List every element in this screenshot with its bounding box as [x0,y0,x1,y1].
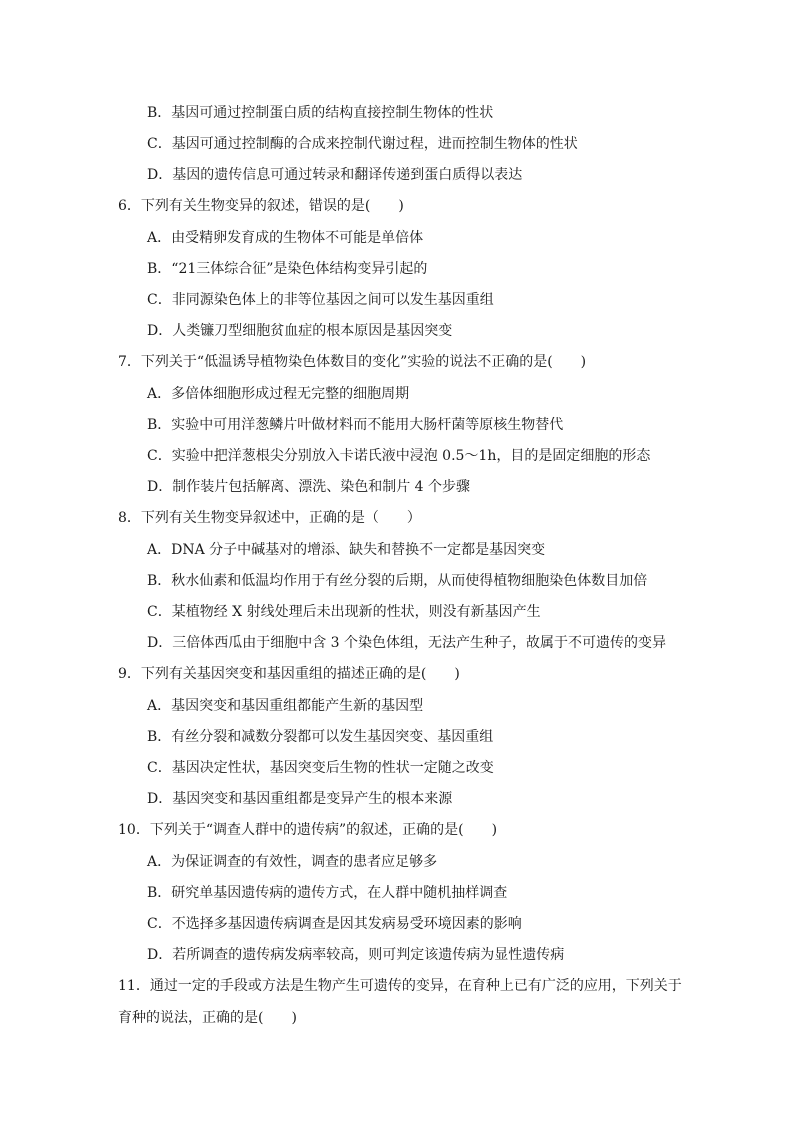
q8-option-d: D．三倍体西瓜由于细胞中含 3 个染色体组，无法产生种子，故属于不可遗传的变异 [147,635,667,651]
q7-option-d: D．制作装片包括解离、漂洗、染色和制片 4 个步骤 [147,479,471,495]
q9-option-c: C．基因决定性状，基因突变后生物的性状一定随之改变 [147,760,494,776]
q7-option-a: A．多倍体细胞形成过程无完整的细胞周期 [147,386,410,402]
q8-option-b: B．秋水仙素和低温均作用于有丝分裂的后期，从而使得植物细胞染色体数目加倍 [147,573,648,589]
q11-stem-line1: 11．通过一定的手段或方法是生物产生可遗传的变异，在育种上已有广泛的应用，下列关于 [118,978,682,994]
q10-option-b: B．研究单基因遗传病的遗传方式，在人群中随机抽样调查 [147,885,508,901]
q9-option-a: A．基因突变和基因重组都能产生新的基因型 [147,698,424,714]
q6-stem: 6．下列有关生物变异的叙述，错误的是( ) [118,198,404,214]
q8-option-a: A．DNA 分子中碱基对的增添、缺失和替换不一定都是基因突变 [147,542,546,558]
q7-option-c: C．实验中把洋葱根尖分别放入卡诺氏液中浸泡 0.5～1h，目的是固定细胞的形态 [147,448,651,464]
q6-option-b: B．“21三体综合征”是染色体结构变异引起的 [147,261,428,277]
q6-option-a: A．由受精卵发育成的生物体不可能是单倍体 [147,230,424,246]
q8-stem: 8．下列有关生物变异叙述中，正确的是（ ） [118,510,421,526]
q5-option-b: B．基因可通过控制蛋白质的结构直接控制生物体的性状 [147,105,494,121]
q5-option-c: C．基因可通过控制酶的合成来控制代谢过程，进而控制生物体的性状 [147,136,578,152]
q6-option-d: D．人类镰刀型细胞贫血症的根本原因是基因突变 [147,323,453,339]
q10-option-d: D．若所调查的遗传病发病率较高，则可判定该遗传病为显性遗传病 [147,947,565,963]
q9-option-d: D．基因突变和基因重组都是变异产生的根本来源 [147,791,453,807]
q6-option-c: C．非同源染色体上的非等位基因之间可以发生基因重组 [147,292,494,308]
q5-option-d: D．基因的遗传信息可通过转录和翻译传递到蛋白质得以表达 [147,167,523,183]
q10-option-a: A．为保证调查的有效性，调查的患者应足够多 [147,854,438,870]
q7-stem: 7．下列关于“低温诱导植物染色体数目的变化”实验的说法不正确的是( ) [118,354,587,370]
q8-option-c: C．某植物经 X 射线处理后未出现新的性状，则没有新基因产生 [147,604,541,620]
q11-stem-line2: 育种的说法，正确的是( ) [118,1010,297,1026]
q10-stem: 10．下列关于“调查人群中的遗传病”的叙述，正确的是( ) [118,822,498,838]
q10-option-c: C．不选择多基因遗传病调查是因其发病易受环境因素的影响 [147,916,522,932]
q7-option-b: B．实验中可用洋葱鳞片叶做材料而不能用大肠杆菌等原核生物替代 [147,417,564,433]
q9-stem: 9．下列有关基因突变和基因重组的描述正确的是( ) [118,666,460,682]
q9-option-b: B．有丝分裂和减数分裂都可以发生基因突变、基因重组 [147,729,494,745]
